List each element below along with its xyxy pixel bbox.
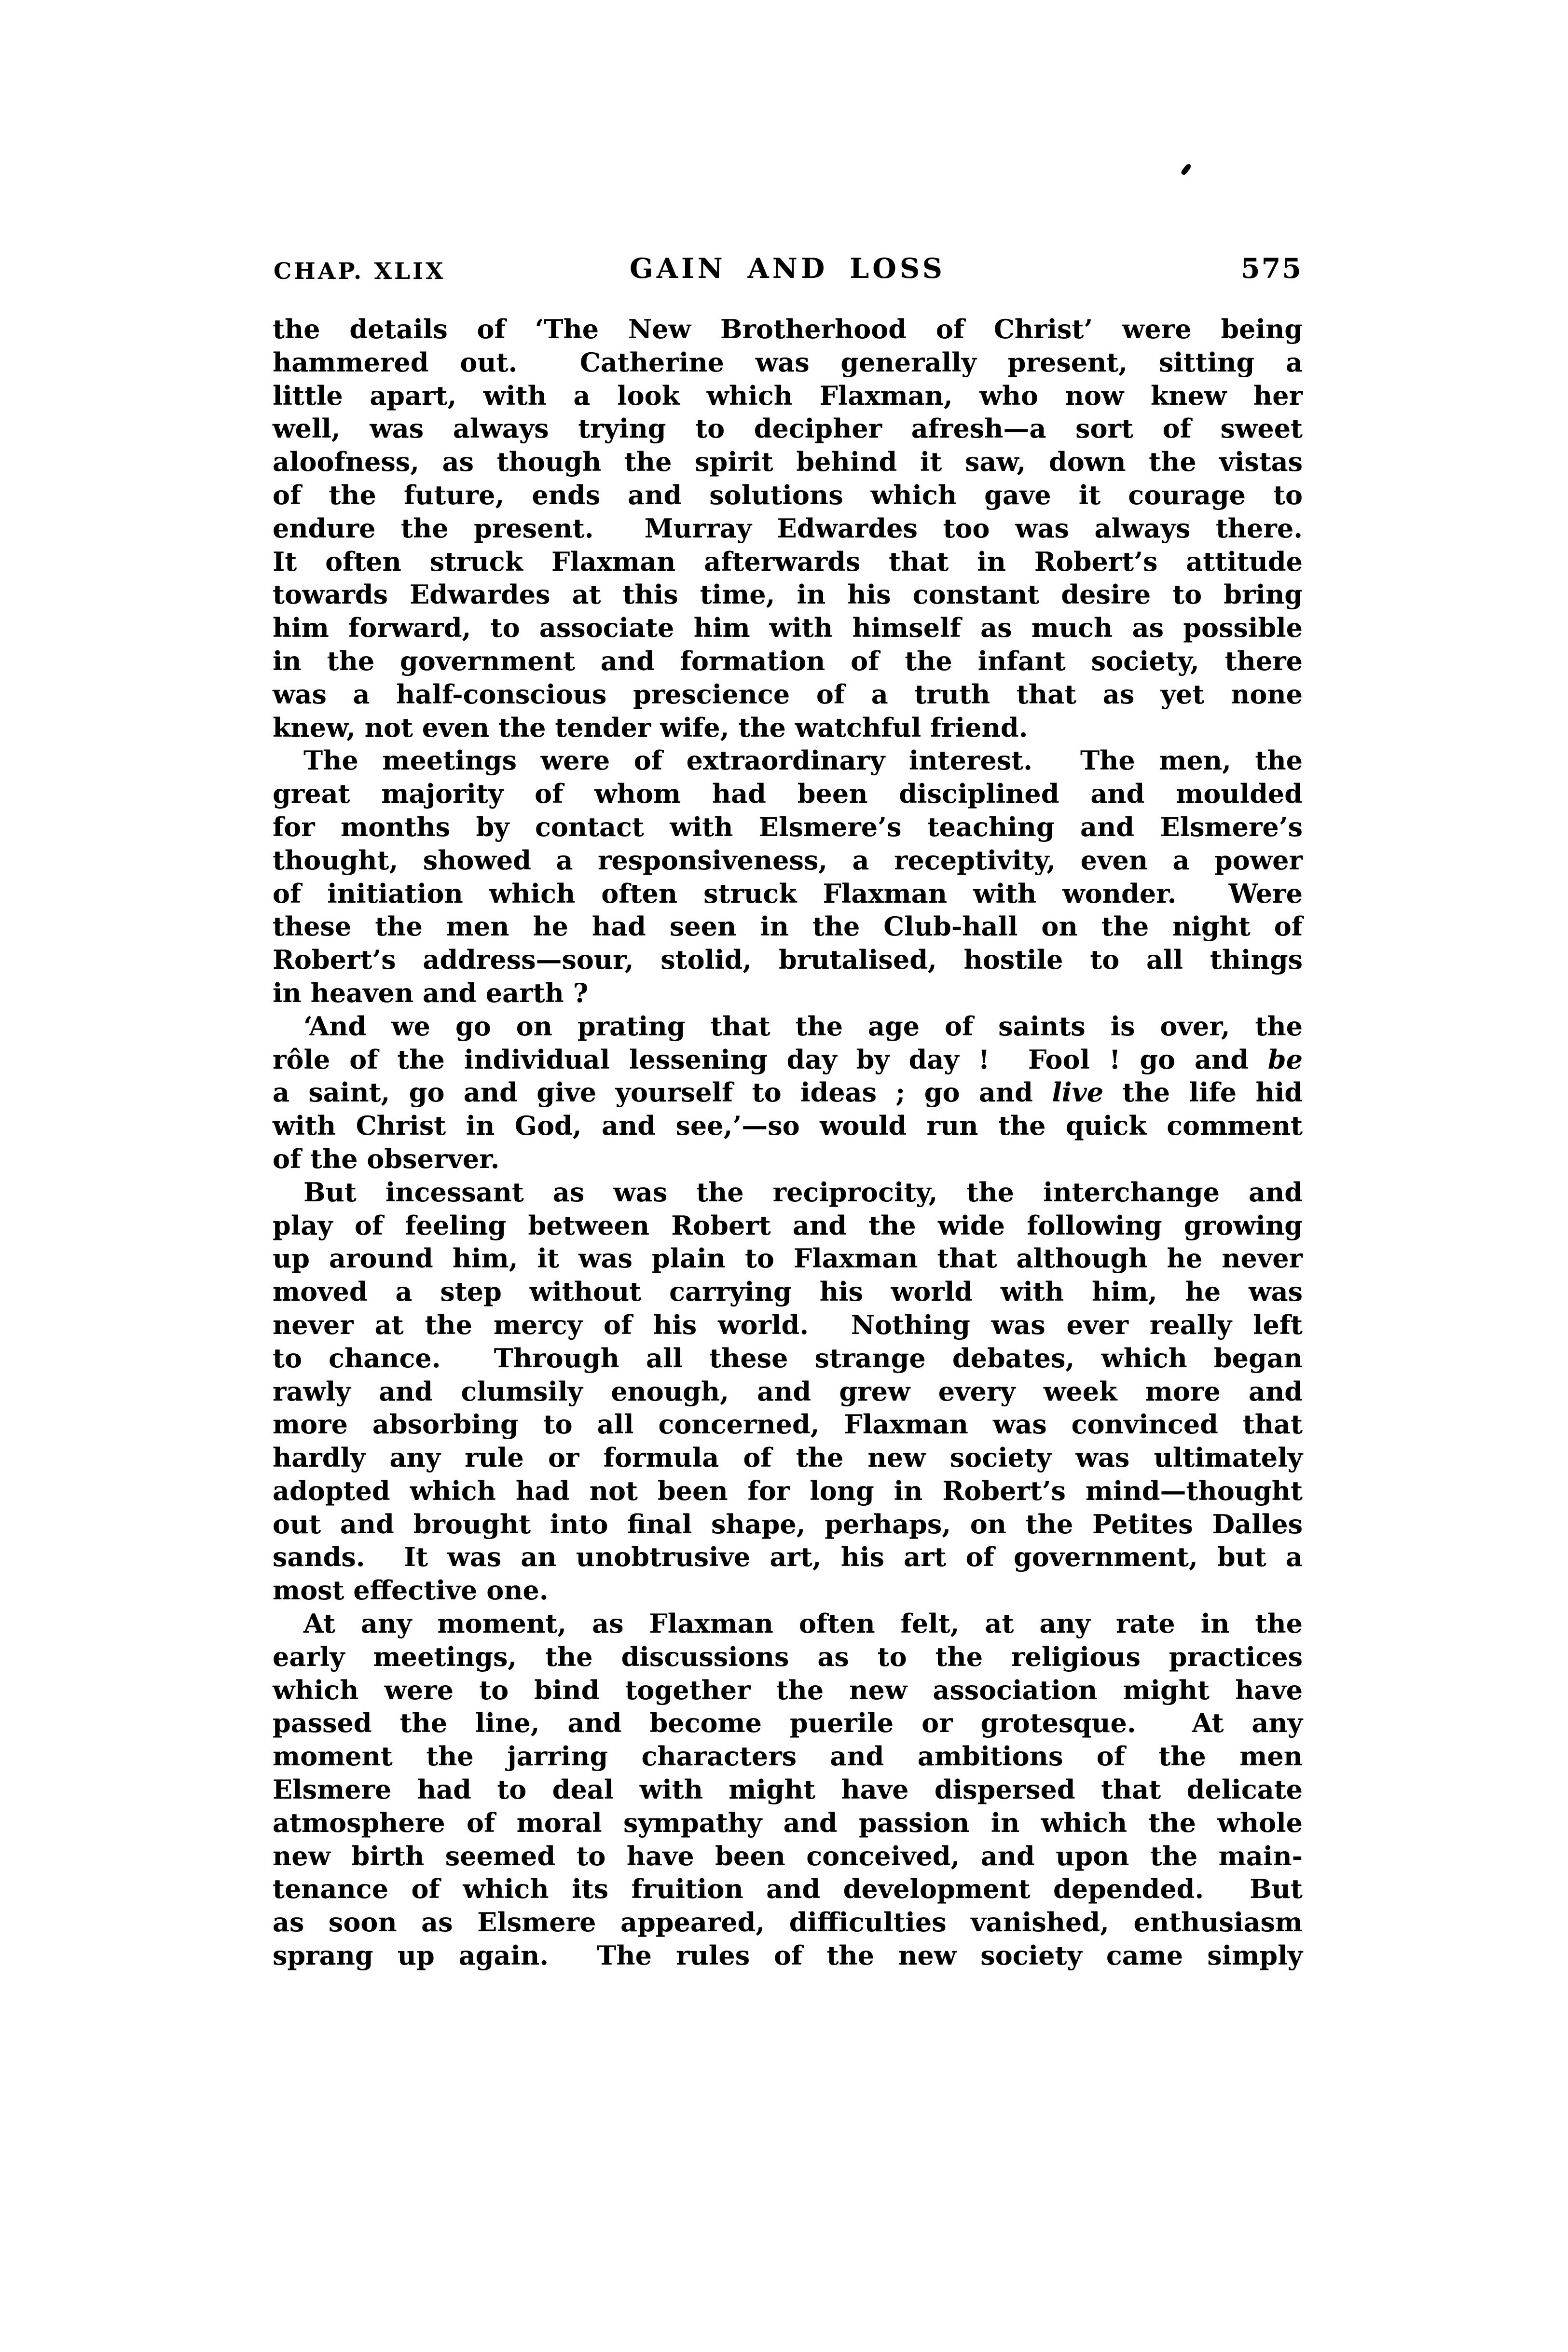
text-line: moved a step without carrying his world with him, he was [273,1276,1303,1307]
italic-text: be [1267,1044,1303,1075]
italic-text: live [1052,1077,1104,1108]
text-line: adopted which had not been for long in Robert’s mind—thought [273,1475,1303,1506]
text-line: of the observer. [273,1143,500,1174]
text-line: in heaven and earth ? [273,977,589,1008]
page-title: GAIN AND LOSS [630,252,946,285]
text-line: these the men he had seen in the Club-hall on the night of [273,911,1303,942]
text-line: of the future, ends and solutions which gave it courage to [273,479,1303,510]
paragraph [273,1176,1303,1607]
paragraph [273,1010,1303,1176]
text-line: endure the present. Murray Edwardes too was always there. [273,512,1303,544]
text-line: out and brought into final shape, perhaps, on the Petites Dalles [273,1508,1303,1540]
paragraph [273,1607,1303,1972]
text-line: of initiation which often struck Flaxman with wonder. Were [273,878,1303,909]
text-line: hardly any rule or formula of the new society was ultimately [273,1442,1303,1473]
text-line: to chance. Through all these strange debates, which began [273,1342,1303,1374]
text-line: little apart, with a look which Flaxman, who now knew her [273,380,1303,411]
text-line: in the government and formation of the infant society, there [273,645,1303,676]
text-line: The meetings were of extraordinary interest. The men, the [303,745,1303,776]
text-line: was a half-conscious prescience of a truth that as yet none [273,678,1303,710]
text-line: sprang up again. The rules of the new society came simply [273,1940,1303,1971]
text-line: the details of ‘The New Brotherhood of Christ’ were being [273,314,1303,344]
page-number: 575 [1241,252,1303,285]
paragraph [273,744,1303,1009]
text-line: him forward, to associate him with himself as much as possible [273,612,1303,644]
text-line: atmosphere of moral sympathy and passion in which the whole [273,1807,1303,1838]
text-line: most effective one. [273,1575,549,1606]
stray-ink-mark [1180,163,1192,176]
running-header [273,250,1303,285]
text-body [273,313,1303,1972]
text-line: rawly and clumsily enough, and grew every week more and [273,1375,1303,1407]
text-line: early meetings, the discussions as to the religious practices [273,1641,1303,1672]
text-line: a saint, go and give yourself to ideas ; go and live the life hid [273,1077,1303,1108]
text-line: It often struck Flaxman afterwards that in Robert’s attitude [273,546,1303,577]
text-line: which were to bind together the new association might have [273,1674,1303,1706]
text-line: towards Edwardes at this time, in his constant desire to bring [273,579,1303,610]
text-line: tenance of which its fruition and development depended. But [273,1873,1303,1905]
text-line: great majority of whom had been disciplined and moulded [273,778,1303,810]
text-line: knew, not even the tender wife, the watchful friend. [273,712,1028,743]
text-line: Elsmere had to deal with might have dispersed that delicate [273,1774,1303,1805]
text-line: with Christ in God, and see,’—so would run the quick comment [273,1110,1303,1142]
text-line: up around him, it was plain to Flaxman that although he never [273,1243,1303,1274]
chapter-label: CHAP. XLIX [274,258,446,285]
text-line: But incessant as was the reciprocity, the interchange and [303,1176,1303,1208]
text-line: for months by contact with Elsmere’s teaching and Elsmere’s [273,811,1303,842]
text-line: Robert’s address—sour, stolid, brutalised, hostile to all things [273,944,1303,976]
text-line: well, was always trying to decipher afresh—a sort of sweet [273,413,1303,444]
text-line: rôle of the individual lessening day by day ! Fool ! go and be [273,1044,1303,1075]
text-line: never at the mercy of his world. Nothing was ever really left [273,1309,1303,1340]
text-line: sands. It was an unobtrusive art, his art of government, but a [273,1541,1303,1573]
text-line: as soon as Elsmere appeared, difficulties vanished, enthusiasm [273,1907,1303,1938]
text-line: thought, showed a responsiveness, a receptivity, even a power [273,844,1303,876]
text-line: new birth seemed to have been conceived, and upon the main- [273,1840,1303,1871]
text-line: aloofness, as though the spirit behind it saw, down the vistas [273,446,1303,478]
text-line: moment the jarring characters and ambitions of the men [273,1741,1303,1772]
text-line: more absorbing to all concerned, Flaxman was convinced that [273,1409,1303,1440]
paragraph [273,313,1303,744]
text-line: play of feeling between Robert and the wide following growing [273,1210,1303,1241]
text-line: At any moment, as Flaxman often felt, at any rate in the [303,1608,1303,1639]
text-line: passed the line, and become puerile or grotesque. At any [273,1707,1303,1739]
text-line: ‘And we go on prating that the age of saints is over, the [303,1010,1303,1042]
text-line: hammered out. Catherine was generally present, sitting a [273,346,1303,378]
